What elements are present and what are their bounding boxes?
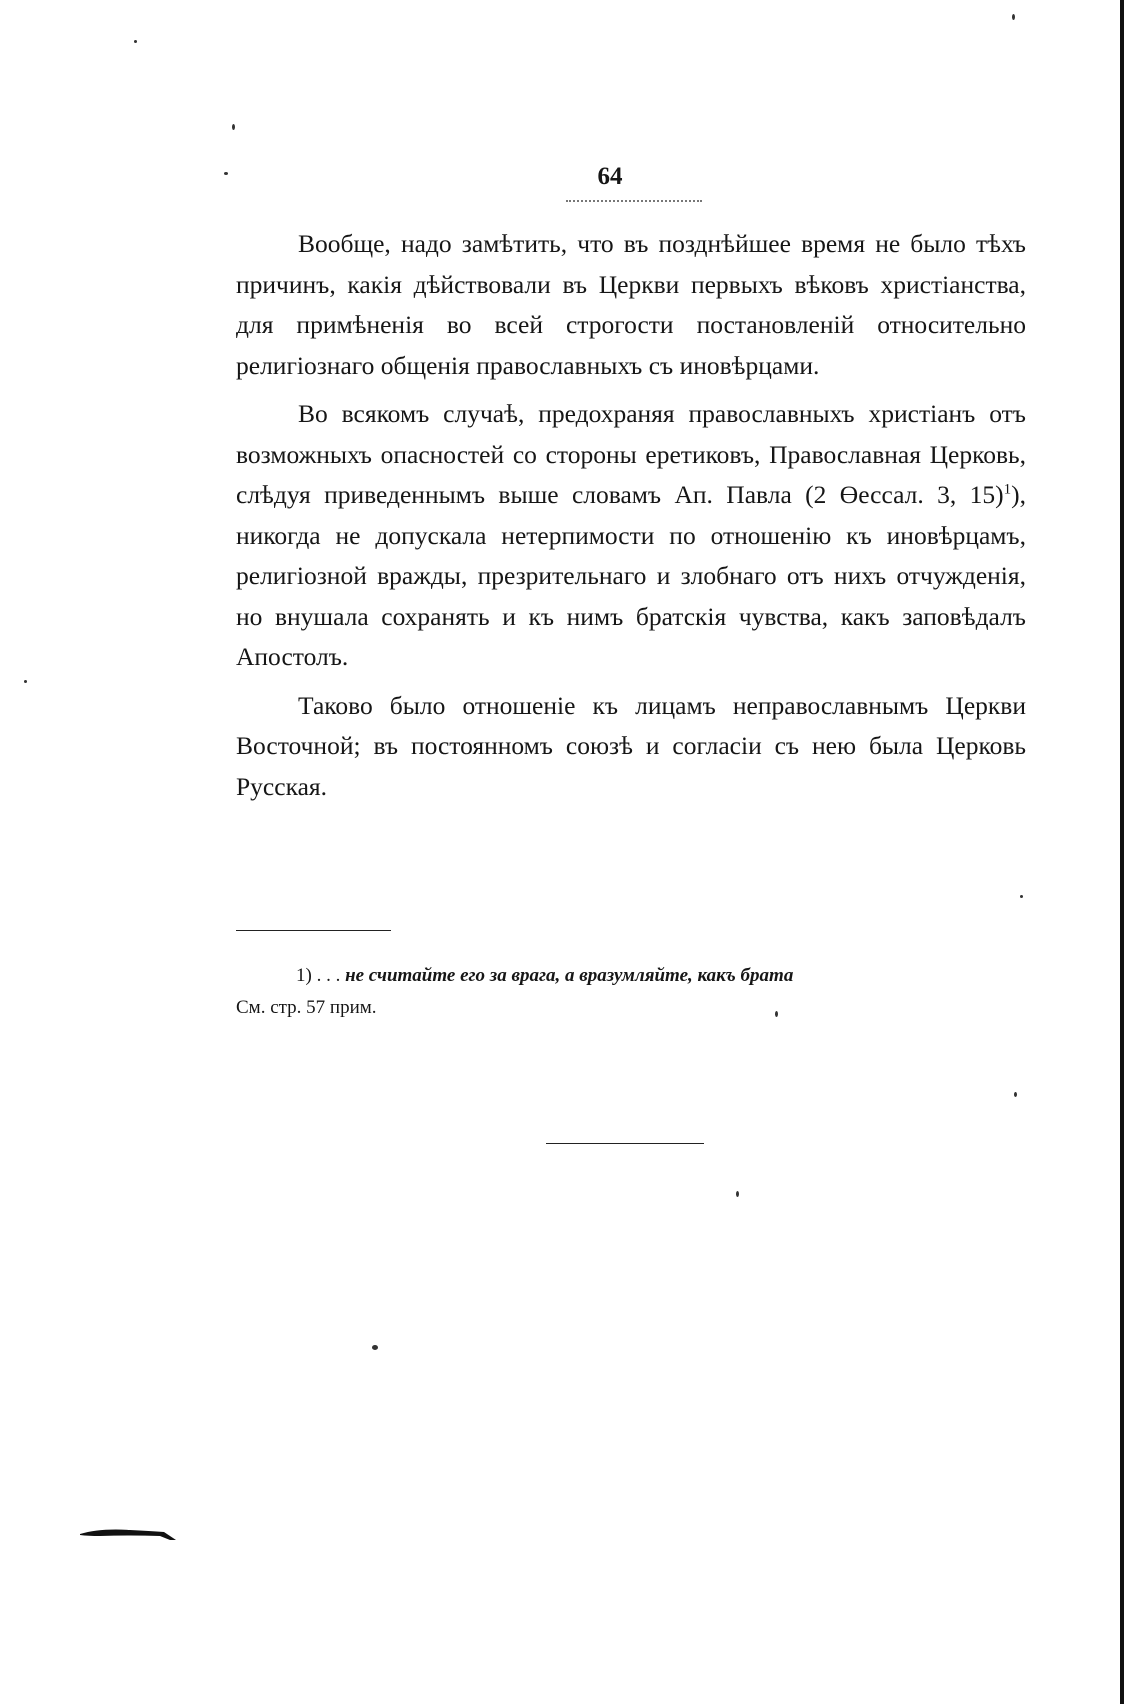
- paragraph-3: Таково было отношеніе къ лицамъ неправославнымъ Церкви Восточной; въ постоянномъ союзѣ и согласіи съ нею была Церковь Русская.: [236, 690, 1026, 801]
- paragraph-1: Вообще, надо замѣтить, что въ позднѣйшее время не было тѣхъ причинъ, какія дѣйствовали въ Церкви первыхъ вѣковъ христіанства, для примѣненія во всей строгости постановленій относительно религіознаго общенія православныхъ съ иновѣрцами.: [236, 229, 1026, 380]
- scan-speck: [134, 40, 137, 43]
- scan-speck: [372, 1345, 378, 1350]
- scan-speck: [224, 172, 228, 175]
- paragraph-2-part-2: ), никогда не допускала нетерпимости по отношенію къ иновѣрцамъ, религіозной вражды, презрительнаго и злобнаго отъ нихъ отчужденія, но внушала сохранять и къ нимъ братскія чувства, какъ заповѣдалъ Апостолъ.: [236, 480, 1026, 671]
- scan-speck: [24, 680, 27, 683]
- page-number: 64: [597, 163, 623, 190]
- main-text: [236, 224, 1026, 815]
- scan-edge: [1120, 0, 1124, 1704]
- scan-speck: [775, 1011, 778, 1017]
- ink-smudge: [80, 1526, 176, 1540]
- header-rule: [566, 200, 702, 202]
- scan-speck: [1012, 14, 1015, 20]
- scan-speck: [1014, 1092, 1017, 1097]
- footnote-marker: 1) . . .: [296, 965, 341, 986]
- footnote: [236, 960, 1026, 1024]
- scan-speck: [1020, 895, 1023, 898]
- end-rule: [546, 1143, 704, 1144]
- footnote-rule: [236, 930, 391, 931]
- paragraph-2: [236, 394, 1026, 678]
- footnote-reference: 1: [1003, 481, 1012, 498]
- footnote-line-1: [236, 960, 1026, 992]
- scan-speck: [232, 124, 235, 130]
- footnote-quote: не считайте его за врага, а вразумляйте, какъ брата: [345, 965, 794, 986]
- footnote-reference-line: См. стр. 57 прим.: [236, 997, 377, 1018]
- scan-speck: [736, 1191, 739, 1197]
- paragraph-2-part-1: Во всякомъ случаѣ, предохраняя православныхъ христіанъ отъ возможныхъ опасностей со стороны еретиковъ, Православная Церковь, слѣдуя приведеннымъ выше словамъ Ап. Павла (2 Өессал. 3, 15): [236, 399, 1026, 509]
